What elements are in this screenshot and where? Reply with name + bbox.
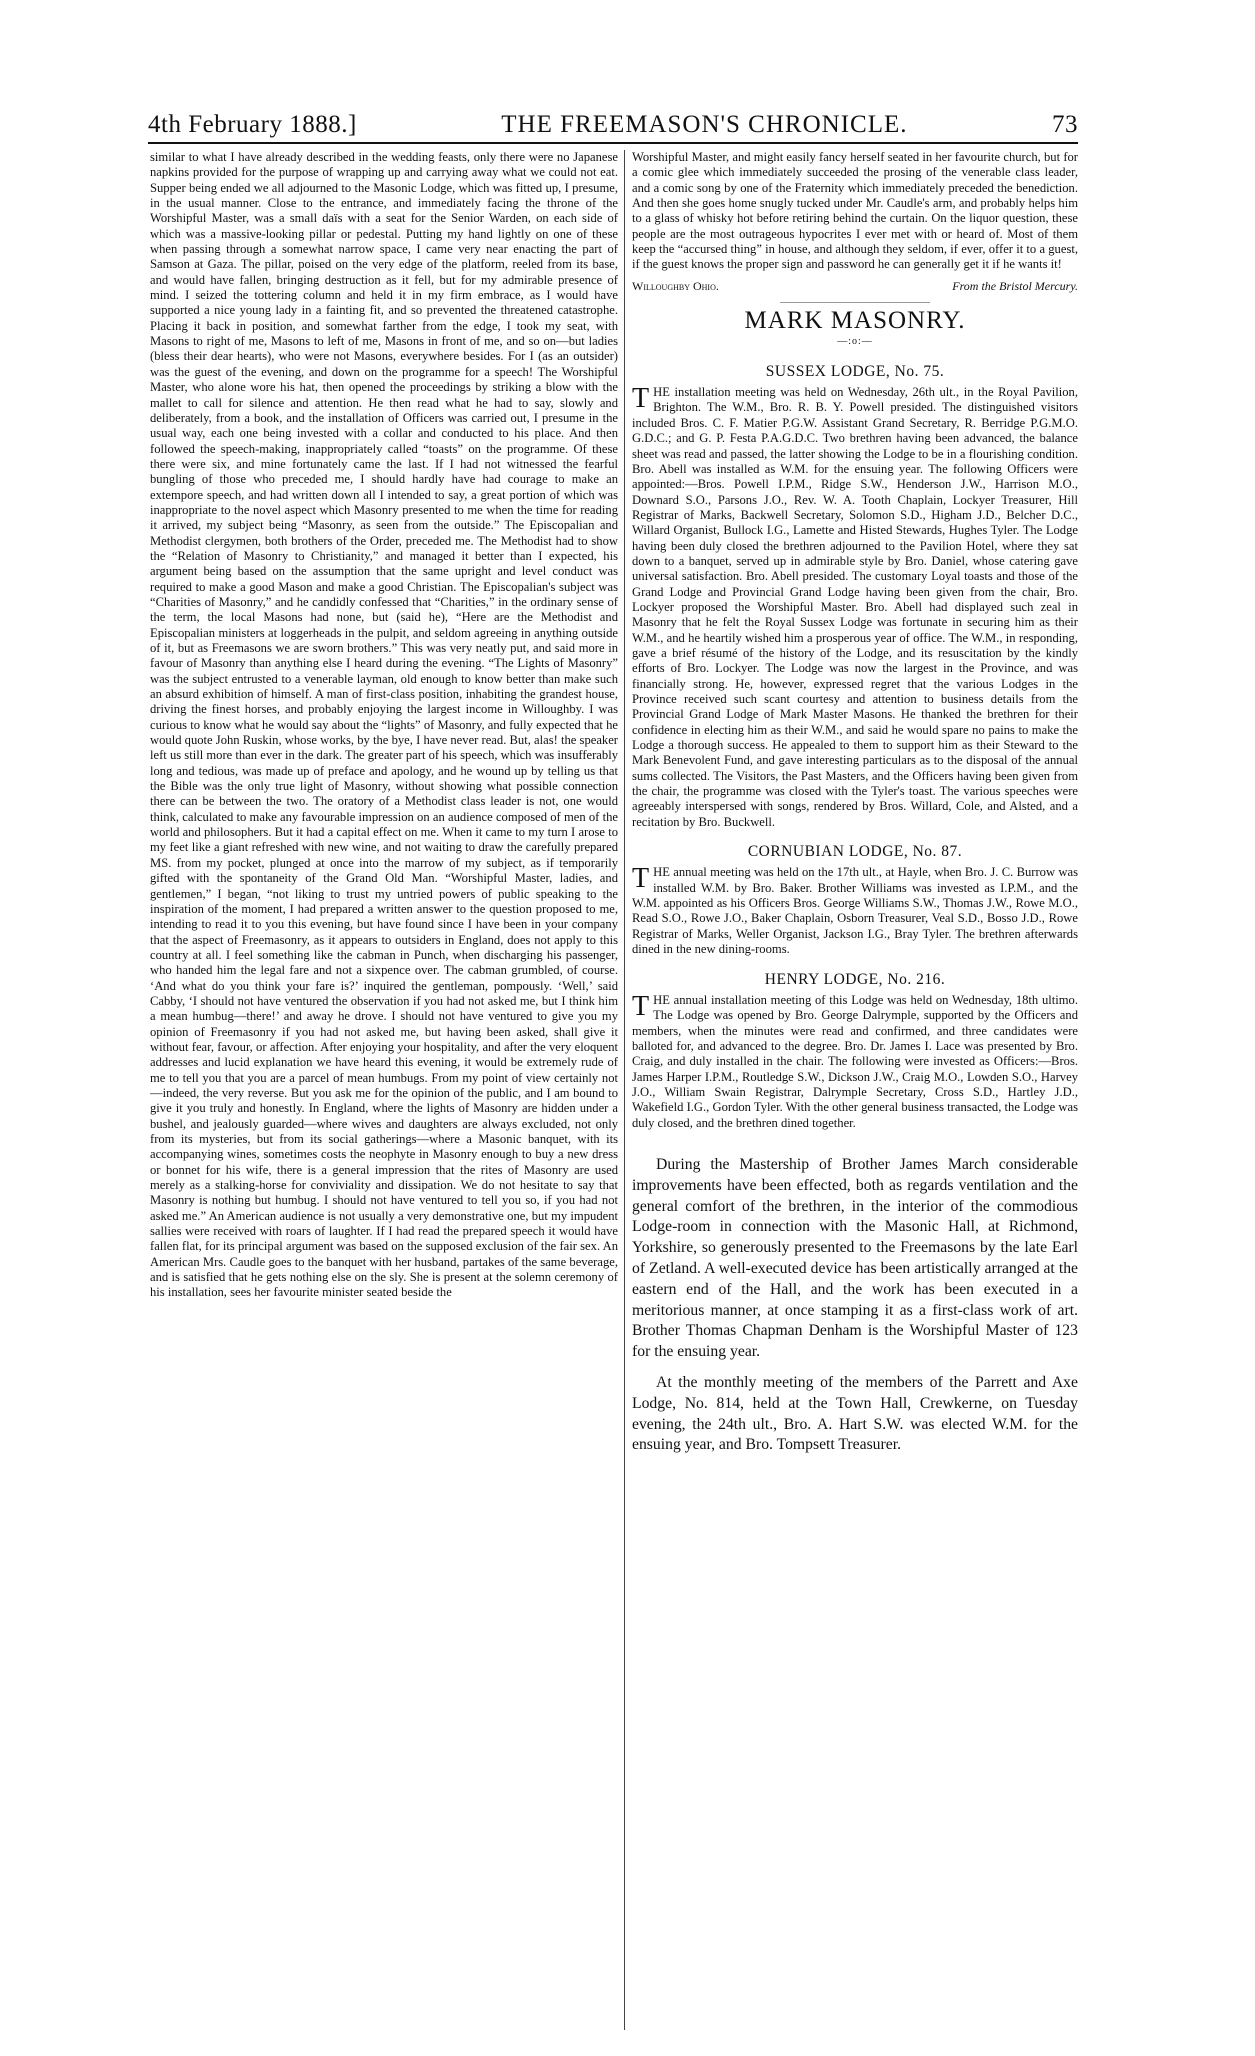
lodge-heading: SUSSEX LODGE, No. 75.: [765, 362, 945, 380]
lodge-heading: CORNUBIAN LODGE, No. 87.: [747, 843, 963, 861]
article-text: similar to what I have already described in the wedding feasts, only there were no Japanese napkins provided for the purpose of wrapping up and carrying away what we could not eat. Supper being ended we all adjourned to the Masonic Lodge, which was fitted up, I presume, in the usual manner. Close to the entrance, and immediately facing the throne of the Worshipful Master, was a small daïs with a seat for the Senior Warden, on each side of which was a massive-looking pillar or pedestal. Putting my hand lightly on one of these when passing through a somewhat narrow space, I came very near enacting the part of Samson at Gaza. The pillar, poised on the very edge of the platform, reeled from its base, and would have fallen, bringing destruction as it fell, but for my admirable presence of mind. I seized the tottering column and held it in my firm embrace, as I would have supported a nice young lady in a fainting fit, and so prevented the threatened catastrophe. Placing it back in position, and somewhat farther from the edge, I took my seat, with Masons to right of me, Masons to left of me, Masons in front of me, and so on—but ladies (bless their dear hearts), who were not Masons, everywhere besides. For I (as an outsider) was the guest of the evening, and down on the programme for a speech! The Worshipful Master, who alone wore his hat, then opened the proceedings by striking a blow with the mallet to call for silence and attention. He then read what he had to say, slowly and deliberately, from a book, and the installation of Officers was carried out, I presume in the usual way, each one being invested with a collar and conducted to his place. And then followed the speech-making, inappropriately called “toasts” on the programme. Of these there were six, and mine fortunately came the last. If I had not witnessed the fearful bungling of those who preceded me, I should hardly have had courage to make an extempore speech, and had written down all I intended to say, a great portion of which was inappropriate to the novel aspect which Masonry presented to me when the time for reading it arrived, my subject being “Masonry, as seen from the outside.” The Episcopalian and Methodist clergymen, both brothers of the Order, preceded me. The Methodist had to show the “Relation of Masonry to Christianity,” and managed it better than I expected, his argument being based on the assumption that the same upright and level conduct was required to make a good Mason and make a good Christian. The Episcopalian's subject was “Charities of Masonry,” and he candidly confessed that “Charities,” in the ordinary sense of the term, the local Masons had none, but (said he), “Here are the Methodist and Episcopalian ministers at loggerheads in the pulpit, and seldom agreeing in anything outside of it, but as Freemasons we are sworn brothers.” This was very neatly put, and said more in favour of Masonry than anything else I heard during the evening. “The Lights of Masonry” was the subject entrusted to a venerable layman, old enough to know better than make such an absurd exhibition of himself. A man of first-class position, inhabiting the grandest house, driving the finest horses, and probably enjoying the largest income in Willoughby. I was curious to know what he would say about the “lights” of Masonry, and fully expected that he would quote John Ruskin, whose works, by the bye, I have never read. But, alas! the speaker left us still more than ever in the dark. The greater part of his speech, which was insufferably long and tedious, was made up of preface and apology, and he wound up by telling us that the Bible was the only true light of Masonry, without showing what possible connection there can be between the two. The oratory of a Methodist class leader is not, one would think, calculated to make any favourable impression on an audience composed of men of the world and philosophers. But it had a capital effect on me. When it came to my turn I arose to my feet like a giant refreshed with new wine, and not waiting to draw the carefully prepared MS. from my pocket, plunged at once into the marrow of my subject, as if temporarily gifted with the spontaneity of the Grand Old Man. “Worshipful Master, ladies, and gentlemen,” I began, “not liking to trust my untried powers of public speaking to the inspiration of the moment, I had prepared a written answer to the question proposed to me, intending to read it to you this evening, but have found since I have been in your company that the aspect of Freemasonry, as it appears to outsiders in England, does not apply to this country at all. I feel something like the cabman in Punch, when discharging his passenger, who handed him the legal fare and not a sixpence over. The cabman grumbled, of course. ‘And what do you think your fare is?’ inquired the gentleman, pompously. ‘Well,’ said Cabby, ‘I should not have ventured the observation if you had not asked me, but I think him a mean humbug—there!’ and away he drove. I should not have ventured to give you my opinion of Freemasonry if you had not asked me, but having been asked, shall give it without fear, favour, or affection. After enjoying your hospitality, and after the very eloquent addresses and lucid explanation we have heard this evening, it would be extremely rude of me to tell you that you are a parcel of mean humbugs. From my point of view certainly not—indeed, the very reverse. But you ask me for the opinion of the public, and I am bound to give it you truly and honestly. In England, where the lights of Masonry are hidden under a bushel, and jealously guarded—where wives and daughters are always excluded, not only from its mysteries, but from its social gatherings—where a Masonic banquet, with its accompanying wines, sometimes costs the neophyte in Masonry enough to buy a new dress or bonnet for his wife, there is a general impression that the rites of Masonry are used merely as a stalking-horse for conviviality and dissipation. We do not hesitate to say that Masonry is nothing but humbug. I should not have ventured to tell you so, if you had not asked me.” An American audience is not usually a very demonstrative one, but my impudent sallies were received with roars of laughter. If I had read the prepared speech it would have fallen flat, for its principal argument was based on the supposed exclusion of the fair sex. An American Mrs. Caudle goes to the banquet with her husband, partakes of the same beverage, and is satisfied that he gets nothing else on the sly. She is present at the solemn ceremony of his installation, sees her favourite minister seated beside the: [150, 150, 618, 1300]
lodge-report-text: [632, 385, 1078, 830]
lodge-report-body: HE installation meeting was held on Wednesday, 26th ult., in the Royal Pavilion, Brighton. The W.M., Bro. R. B. Y. Powell presided. The distinguished visitors included Bros. C. F. Matier P.G.W. Assistant Grand Secretary, R. Berridge P.G.M.O. G.D.C.; and G. P. Festa P.A.G.D.C. Two brethren having been advanced, the balance sheet was read and passed, the latter showing the Lodge to be in a flourishing condition. Bro. Abell was installed as W.M. for the ensuing year. The following Officers were appointed:—Bros. Powell I.P.M., Ridge S.W., Henderson J.W., Harrison M.O., Downard S.O., Parsons J.O., Rev. W. A. Tooth Chaplain, Lockyer Treasurer, Hill Registrar of Marks, Backwell Secretary, Solomon S.D., Higham J.D., Belcher D.C., Willard Organist, Bullock I.G., Lamette and Histed Stewards, Hughes Tyler. The Lodge having been duly closed the brethren adjourned to the Pavilion Hotel, where they sat down to a banquet, served up in admirable style by Bro. Daniel, whose catering gave universal satisfaction. Bro. Abell presided. The customary Loyal toasts and those of the Grand Lodge and Provincial Grand Lodge having been given from the chair, Bro. Lockyer proposed the Worshipful Master. Bro. Abell had displayed such zeal in Masonry that he felt the Royal Sussex Lodge was fortunate in securing him as their W.M., and he heartily wished him a prosperous year of office. The W.M., in responding, gave a brief résumé of the history of the Lodge, and its resuscitation by the kindly efforts of Bro. Lockyer. The Lodge was now the largest in the Province, and was financially strong. He, however, expressed regret that the various Lodges in the Province received such scant courtesy and attention to business details from the Provincial Grand Lodge of Mark Master Masons. He thanked the brethren for their confidence in electing him as their W.M., and said he would spare no pains to make the Lodge a thorough success. He appealed to them to support him as their Steward to the Mark Benevolent Fund, and gave interesting particulars as to the disposal of the annual sums collected. The Visitors, the Past Masters, and the Officers having been given from the chair, the programme was closed with the Tyler's toast. The various speeches were agreeably interspersed with songs, rendered by Bros. Willard, Cole, and Alsted, and a recitation by Bro. Buckwell.: [632, 385, 1078, 829]
lodge-report-cornubian: [632, 844, 1078, 957]
lodge-report-body: HE annual meeting was held on the 17th ult., at Hayle, when Bro. J. C. Burrow was installed W.M. by Bro. Baker. Brother Williams was invested as I.P.M., and the W.M. appointed as his Officers Bros. George Williams S.W., Thomas J.W., Rowe M.O., Read S.O., Rowe J.O., Baker Chaplain, Osborn Treasurer, Veal S.D., Bosso J.D., Rowe Registrar of Marks, Weller Organist, Jackson I.G., Bray Tyler. The brethren afterwards dined in the new dining-rooms.: [632, 865, 1078, 957]
drop-cap: T: [632, 383, 650, 415]
page-number: 73: [1051, 111, 1078, 138]
article-separator: [780, 302, 930, 303]
lodge-report-henry: [632, 972, 1078, 1131]
lodge-report-text: [632, 865, 1078, 957]
article-continuation: Worshipful Master, and might easily fancy herself seated in her favourite church, but for a comic glee which immediately succeeded the prosing of the venerable class leader, and a comic song by one of the Fraternity which immediately preceded the benediction. And then she goes home snugly tucked under Mr. Caudle's arm, and probably helps him to a glass of whisky hot before retiring behind the curtain. On the liquor question, these people are the most outrageous hypocrites I ever met with or heard of. Most of them keep the “accursed thing” in house, and although they seldom, if ever, offer it to a guest, if the guest knows the proper sign and password he can generally get it if he wants it!: [632, 150, 1078, 272]
masthead: [148, 103, 1078, 144]
section-divider: —:o:—: [837, 336, 873, 348]
right-column: [632, 150, 1078, 2030]
news-paragraph: At the monthly meeting of the members of the Parrett and Axe Lodge, No. 814, held at the Town Hall, Crewkerne, on Tuesday evening, the 24th ult., Bro. A. Hart S.W. was elected W.M. for the ensuing year, and Bro. Tompsett Treasurer.: [632, 1373, 1078, 1454]
drop-cap: T: [632, 990, 650, 1022]
lodge-report-text: [632, 990, 1078, 1131]
lodge-heading: HENRY LODGE, No. 216.: [764, 970, 946, 988]
issue-date: 4th February 1888.]: [148, 111, 357, 138]
news-paragraph: During the Mastership of Brother James March considerable improvements have been effected, both as regards ventilation and the general comfort of the brethren, in the interior of the commodious Lodge-room in connection with the Masonic Hall, at Richmond, Yorkshire, so generously presented to the Freemasons by the late Earl of Zetland. A well-executed device has been artistically arranged at the eastern end of the Hall, and the work has been executed in a meritorious manner, at once stamping it as a first-class work of art. Brother Thomas Chapman Denham is the Worshipful Master of 123 for the ensuing year.: [632, 1155, 1078, 1361]
drop-cap: T: [632, 863, 650, 895]
signoff-source: From the Bristol Mercury.: [952, 278, 1078, 293]
publication-title: THE FREEMASON'S CHRONICLE.: [501, 111, 908, 138]
article-signoff: [632, 279, 1078, 294]
left-column: [150, 150, 618, 2030]
section-title: MARK MASONRY.: [744, 307, 966, 335]
lodge-report-body: HE annual installation meeting of this Lodge was held on Wednesday, 18th ultimo. The Lodge was opened by Bro. George Dalrymple, supported by the Officers and members, when the minutes were read and confirmed, and three candidates were balloted for, and advanced to the degree. Bro. Dr. James I. Lace was presented by Bro. Craig, and duly installed in the chair. The following were invested as Officers:—Bros. James Harper I.P.M., Routledge S.W., Dickson J.W., Craig M.O., Lowden S.O., Harvey J.O., William Swain Registrar, Dalrymple Secretary, Cross S.D., Hartley J.D., Wakefield I.G., Gordon Tyler. With the other general business transacted, the Lodge was duly closed, and the brethren dined together.: [632, 992, 1078, 1130]
column-rule: [624, 150, 625, 2030]
news-items: [632, 1155, 1078, 1456]
lodge-report-sussex: [632, 364, 1078, 830]
signoff-place: Willoughby Ohio.: [632, 278, 719, 293]
